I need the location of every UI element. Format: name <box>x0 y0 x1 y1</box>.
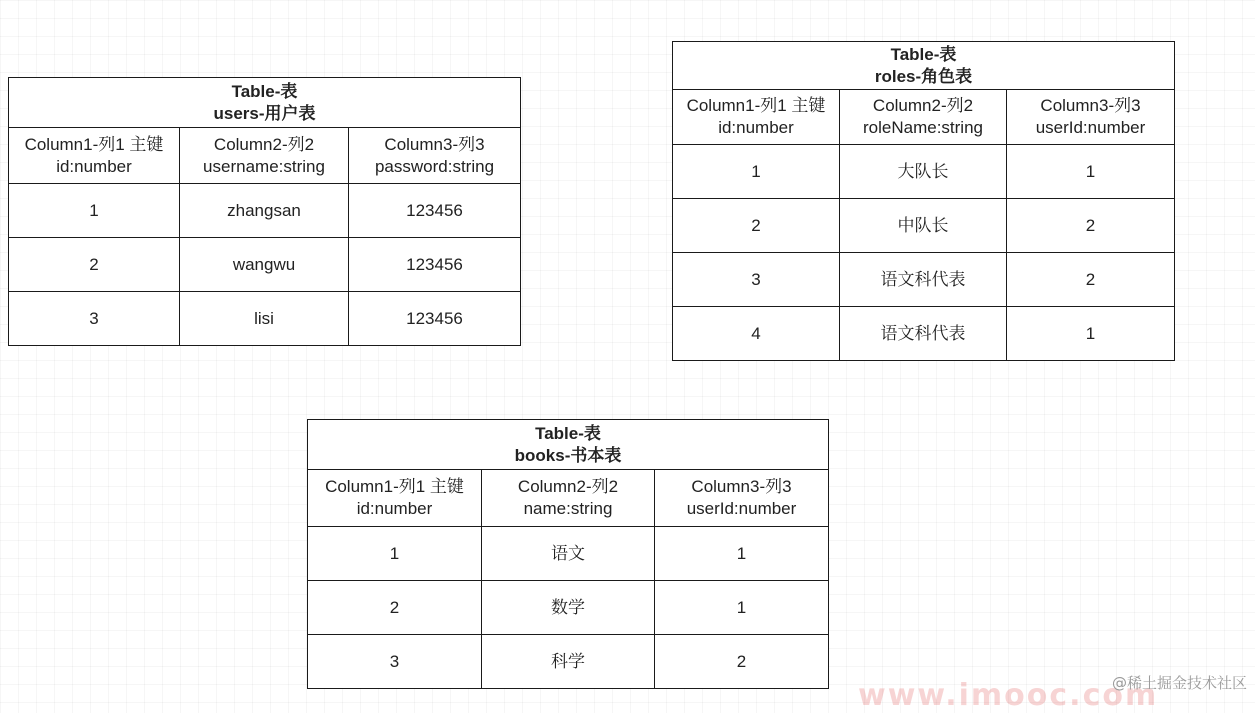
column-type: id:number <box>718 118 794 137</box>
site-watermark-logo: www.imooc.com <box>858 678 1159 713</box>
table-cell: 3 <box>308 635 482 689</box>
column-type: name:string <box>523 499 613 518</box>
column-type: userId:number <box>686 499 797 518</box>
table-cell: 2 <box>308 581 482 635</box>
column-name: Column1-列1 主键 <box>325 477 464 496</box>
table-title-label: Table-表 <box>890 44 957 64</box>
table-title <box>308 420 829 470</box>
table-cell: 2 <box>1007 199 1175 253</box>
table-cell: zhangsan <box>180 184 349 238</box>
table-cell: wangwu <box>180 238 349 292</box>
column-header <box>1007 90 1175 145</box>
table-cell: 语文科代表 <box>840 253 1007 307</box>
column-type: userId:number <box>1035 118 1146 137</box>
column-type: password:string <box>374 156 495 176</box>
table-cell: 大队长 <box>840 145 1007 199</box>
table-cell: 123456 <box>349 292 521 346</box>
column-name: Column1-列1 主键 <box>24 134 164 154</box>
column-header <box>482 470 655 527</box>
column-header <box>673 90 840 145</box>
community-watermark: @稀土掘金技术社区 <box>1111 674 1247 692</box>
table-cell: 语文 <box>482 527 655 581</box>
table-subtitle-label: users-用户表 <box>213 103 316 123</box>
table-title <box>673 42 1175 90</box>
table-row <box>673 307 1175 361</box>
table-row <box>673 145 1175 199</box>
column-name: Column2-列2 <box>872 96 974 115</box>
table-subtitle-label: books-书本表 <box>514 445 622 465</box>
table-title-row <box>308 420 829 470</box>
column-header <box>308 470 482 527</box>
column-header <box>655 470 829 527</box>
table-cell: 1 <box>673 145 840 199</box>
roles-table <box>672 41 1175 361</box>
table-row <box>673 199 1175 253</box>
table-cell: lisi <box>180 292 349 346</box>
table-row <box>308 527 829 581</box>
column-name: Column3-列3 <box>1040 96 1141 115</box>
table-subtitle-label: roles-角色表 <box>874 66 973 86</box>
table-cell: 1 <box>308 527 482 581</box>
column-header-row <box>308 470 829 527</box>
column-type: roleName:string <box>863 118 983 137</box>
table-cell: 1 <box>9 184 180 238</box>
table-title <box>9 78 521 128</box>
table-row <box>673 253 1175 307</box>
table-title-row <box>673 42 1175 90</box>
column-type: id:number <box>356 499 433 518</box>
column-name: Column2-列2 <box>213 134 315 154</box>
column-name: Column3-列3 <box>691 477 792 496</box>
table-row <box>308 635 829 689</box>
table-cell: 3 <box>9 292 180 346</box>
table-row <box>9 238 521 292</box>
table-cell: 123456 <box>349 184 521 238</box>
table-row <box>9 292 521 346</box>
table-cell: 1 <box>1007 145 1175 199</box>
table-cell: 123456 <box>349 238 521 292</box>
table-cell: 1 <box>655 527 829 581</box>
column-name: Column1-列1 主键 <box>686 96 826 115</box>
column-header <box>9 128 180 184</box>
table-cell: 数学 <box>482 581 655 635</box>
table-cell: 2 <box>655 635 829 689</box>
books-table <box>307 419 829 689</box>
column-header-row <box>673 90 1175 145</box>
table-title-row <box>9 78 521 128</box>
table-cell: 3 <box>673 253 840 307</box>
table-cell: 科学 <box>482 635 655 689</box>
column-header-row <box>9 128 521 184</box>
column-name: Column2-列2 <box>517 477 619 496</box>
users-table <box>8 77 521 346</box>
column-type: username:string <box>203 156 325 176</box>
table-row <box>308 581 829 635</box>
table-cell: 中队长 <box>840 199 1007 253</box>
table-cell: 语文科代表 <box>840 307 1007 361</box>
table-cell: 1 <box>655 581 829 635</box>
column-type: id:number <box>56 156 132 176</box>
table-title-label: Table-表 <box>535 423 601 443</box>
table-cell: 2 <box>673 199 840 253</box>
column-header <box>180 128 349 184</box>
table-cell: 2 <box>9 238 180 292</box>
column-header <box>349 128 521 184</box>
table-cell: 4 <box>673 307 840 361</box>
table-cell: 1 <box>1007 307 1175 361</box>
table-cell: 2 <box>1007 253 1175 307</box>
column-header <box>840 90 1007 145</box>
table-title-label: Table-表 <box>231 81 298 101</box>
column-name: Column3-列3 <box>384 134 485 154</box>
table-row <box>9 184 521 238</box>
